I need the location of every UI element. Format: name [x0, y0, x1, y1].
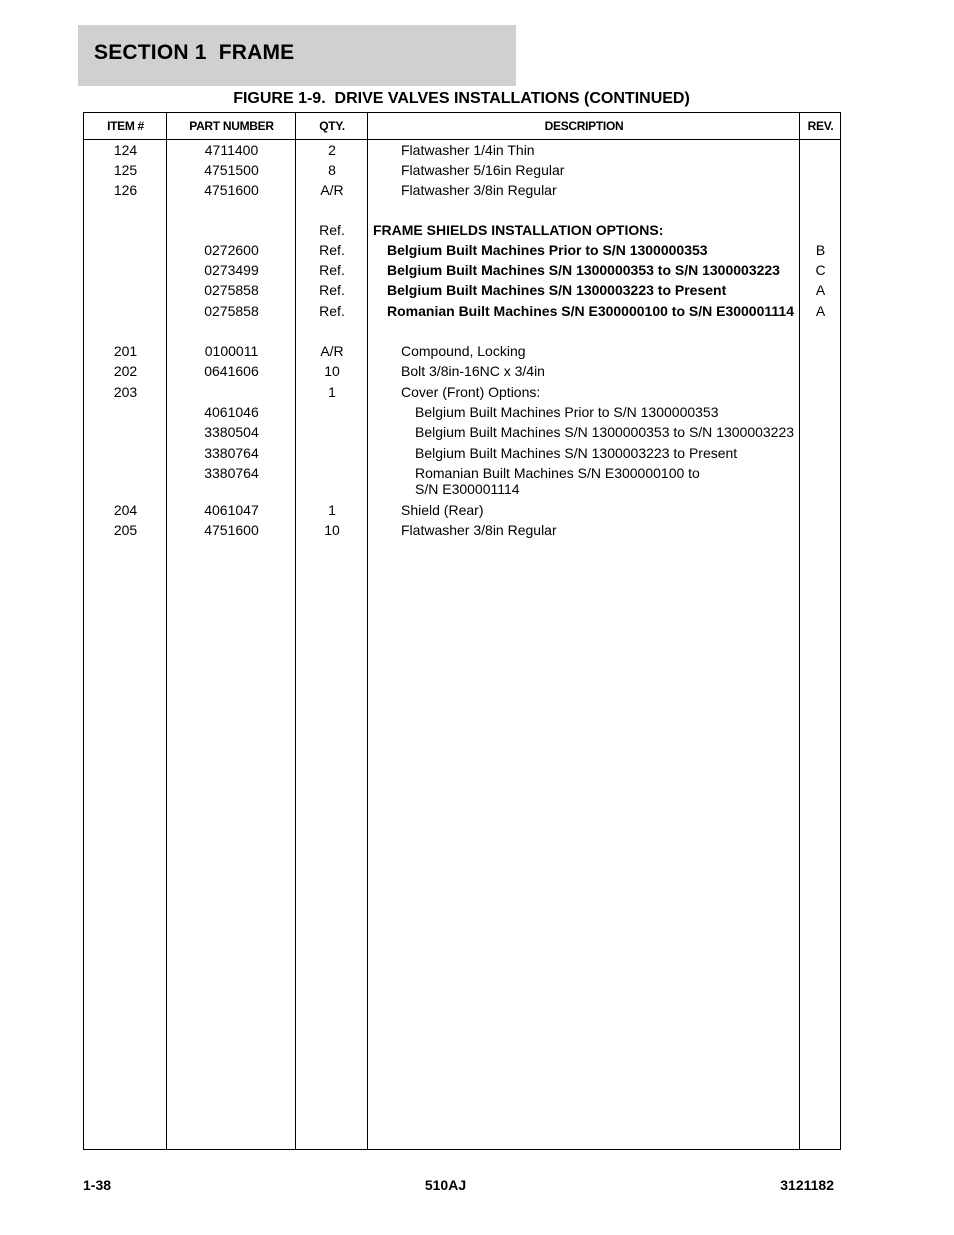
quantity: 1	[328, 384, 336, 400]
description-line: Flatwasher 5/16in Regular	[401, 162, 565, 178]
quantity: 10	[324, 522, 340, 538]
table-row	[84, 363, 840, 383]
table-row	[84, 445, 840, 465]
section-title: SECTION 1 FRAME	[94, 41, 295, 64]
part-number: 0273499	[204, 262, 259, 278]
table-row	[84, 282, 840, 302]
table-row	[84, 424, 840, 444]
description	[368, 445, 847, 461]
description	[368, 404, 847, 420]
table-row	[84, 162, 840, 182]
item-number: 205	[113, 522, 138, 538]
quantity: Ref.	[319, 262, 345, 278]
table-row	[84, 522, 840, 542]
description-line: Belgium Built Machines S/N 1300000353 to S/N 1300003223	[415, 424, 795, 440]
description	[368, 384, 833, 400]
description	[368, 262, 819, 278]
item-number: 201	[113, 343, 138, 359]
item-number: 203	[113, 384, 138, 400]
col-header-description: DESCRIPTION	[544, 119, 624, 133]
part-number: 0275858	[204, 282, 259, 298]
table-row	[84, 182, 840, 202]
table-row	[84, 343, 840, 363]
quantity: 2	[328, 142, 336, 158]
description-line: Romanian Built Machines S/N E300000100 to	[415, 465, 700, 481]
quantity: 10	[324, 363, 340, 379]
part-number: 0275858	[204, 303, 259, 319]
table-row	[84, 142, 840, 162]
table-row	[84, 404, 840, 424]
description-line: Bolt 3/8in-16NC x 3/4in	[401, 363, 545, 379]
part-number: 4751500	[204, 162, 259, 178]
table-row	[84, 502, 840, 522]
part-number: 4711400	[204, 142, 259, 158]
revision: C	[815, 262, 826, 278]
part-number: 3380764	[204, 465, 259, 481]
table-row	[84, 465, 840, 497]
item-number: 204	[113, 502, 138, 518]
part-number: 3380504	[204, 424, 259, 440]
part-number: 4751600	[204, 182, 259, 198]
page-number: 1-38	[83, 1177, 112, 1193]
table-row	[84, 242, 840, 262]
item-number: 124	[113, 142, 138, 158]
description	[368, 142, 833, 158]
col-header-qty: QTY.	[319, 119, 345, 133]
description-line: Belgium Built Machines S/N 1300003223 to Present	[415, 445, 738, 461]
part-number: 0272600	[204, 242, 259, 258]
description	[368, 424, 847, 440]
description-line: Belgium Built Machines Prior to S/N 1300000353	[387, 242, 708, 258]
table-row	[84, 222, 840, 242]
description	[368, 363, 833, 379]
table-row	[84, 262, 840, 282]
quantity: A/R	[320, 182, 344, 198]
description-line: Flatwasher 1/4in Thin	[401, 142, 535, 158]
description-line: S/N E300001114	[415, 481, 520, 497]
revision: B	[815, 242, 826, 258]
description	[368, 282, 819, 298]
quantity: 1	[328, 502, 336, 518]
description	[368, 242, 819, 258]
part-number: 0100011	[204, 343, 259, 359]
quantity: Ref.	[319, 222, 345, 238]
revision: A	[815, 282, 826, 298]
item-number: 126	[113, 182, 138, 198]
description-line: Belgium Built Machines S/N 1300000353 to S/N 1300003223	[387, 262, 780, 278]
item-number: 202	[113, 363, 138, 379]
description	[368, 162, 833, 178]
description-line: Cover (Front) Options:	[401, 384, 541, 400]
header-divider	[84, 139, 840, 140]
part-number: 4751600	[204, 522, 259, 538]
parts-table	[83, 112, 841, 1150]
description	[368, 303, 819, 319]
quantity: Ref.	[319, 242, 345, 258]
description	[368, 182, 833, 198]
description	[368, 222, 805, 238]
part-number: 4061047	[204, 502, 259, 518]
revision: A	[815, 303, 826, 319]
description-line: Compound, Locking	[401, 343, 526, 359]
description	[368, 465, 847, 497]
description-line: Shield (Rear)	[401, 502, 484, 518]
figure-title: FIGURE 1-9. DRIVE VALVES INSTALLATIONS (CONTINUED)	[233, 90, 690, 107]
quantity: 8	[328, 162, 336, 178]
model-name: 510AJ	[424, 1177, 467, 1193]
part-number: 4061046	[204, 404, 259, 420]
col-header-rev: REV.	[807, 119, 834, 133]
section-header	[78, 25, 516, 86]
description	[368, 522, 833, 538]
description-line: FRAME SHIELDS INSTALLATION OPTIONS:	[373, 222, 664, 238]
table-row	[84, 384, 840, 404]
col-header-item: ITEM #	[107, 119, 144, 133]
description-line: Belgium Built Machines S/N 1300003223 to Present	[387, 282, 727, 298]
description-line: Flatwasher 3/8in Regular	[401, 182, 557, 198]
col-header-part-number: PART NUMBER	[189, 119, 274, 133]
description	[368, 343, 833, 359]
table-row	[84, 303, 840, 323]
part-number: 0641606	[204, 363, 259, 379]
part-number: 3380764	[204, 445, 259, 461]
description	[368, 502, 833, 518]
description-line: Flatwasher 3/8in Regular	[401, 522, 557, 538]
quantity: Ref.	[319, 303, 345, 319]
quantity: A/R	[320, 343, 344, 359]
description-line: Belgium Built Machines Prior to S/N 1300000353	[415, 404, 719, 420]
quantity: Ref.	[319, 282, 345, 298]
item-number: 125	[113, 162, 138, 178]
description-line: Romanian Built Machines S/N E300000100 to S/N E300001114	[387, 303, 794, 319]
document-number: 3121182	[780, 1177, 834, 1193]
